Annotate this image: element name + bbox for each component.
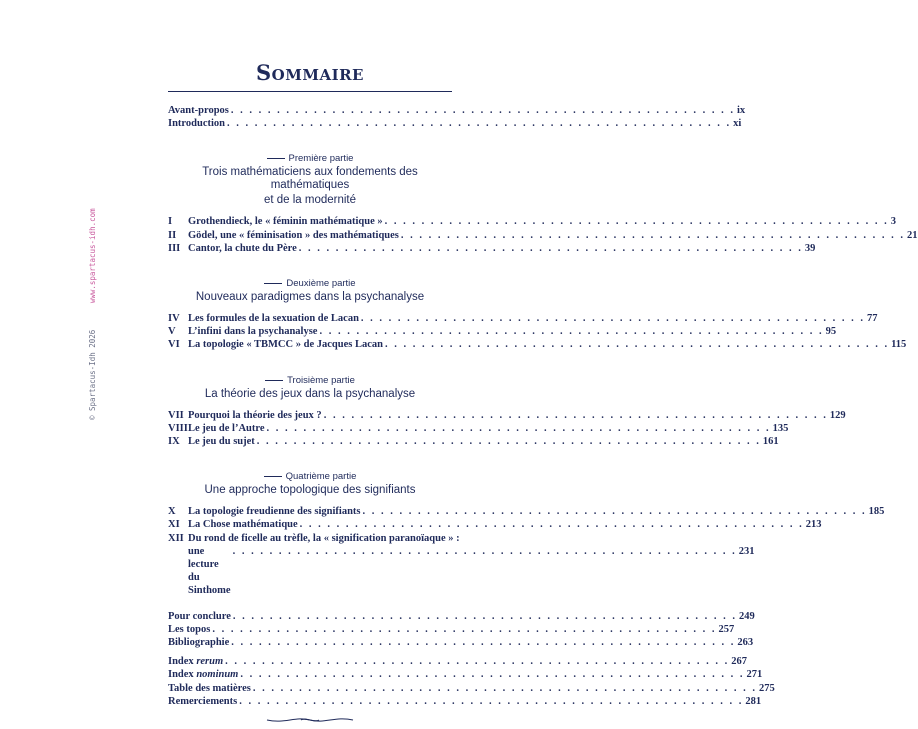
chapter-entry[interactable]: [168, 215, 897, 228]
page-number: 231: [738, 545, 755, 557]
front-matter-entry[interactable]: [168, 104, 746, 117]
leader-dots: [319, 325, 823, 338]
page-number: 267: [731, 656, 748, 668]
part-label: [264, 278, 355, 289]
chapter-entry[interactable]: [168, 422, 789, 435]
table-of-contents: [168, 104, 918, 708]
page-number: 39: [804, 242, 816, 254]
leader-dots: [231, 636, 735, 649]
entry-label: [168, 636, 229, 649]
entry-label-text: Le jeu de l’Autre: [188, 422, 265, 434]
publisher-url: www.spartacus-idh.com: [88, 208, 97, 304]
page-number: 213: [805, 519, 822, 531]
back-matter-entry[interactable]: [168, 682, 775, 695]
entry-label-text: Table des matières: [168, 682, 251, 694]
entry-label-text: L’infini dans la psychanalyse: [188, 326, 318, 338]
leader-dots: [239, 695, 743, 708]
toc-page: [168, 60, 918, 729]
page-number: 135: [772, 422, 789, 434]
chapter-entry[interactable]: [168, 409, 846, 422]
page-number: 161: [762, 436, 779, 448]
leader-dots: [300, 518, 804, 531]
chapter-number: V: [168, 326, 176, 338]
chapter-number: X: [168, 506, 176, 518]
chapter-number: VI: [168, 339, 180, 351]
entry-label: [168, 610, 231, 623]
entry-label: [188, 325, 317, 338]
entry-label: [168, 655, 223, 668]
leader-dots: [212, 623, 716, 636]
part-title: La théorie des jeux dans la psychanalyse: [204, 387, 416, 400]
leader-dots: [324, 409, 828, 422]
part-heading: [168, 368, 452, 401]
leader-dots: [267, 422, 771, 435]
chapter-entry[interactable]: [168, 338, 907, 351]
chapter-number: III: [168, 242, 181, 254]
entry-label-text: Pourquoi la théorie des jeux ?: [188, 409, 322, 421]
entry-label-text: Pour conclure: [168, 610, 231, 622]
chapter-entry[interactable]: [168, 435, 779, 448]
part-title: Une approche topologique des signifiants: [204, 484, 416, 497]
chapter-entry[interactable]: [168, 229, 918, 242]
back-matter-entry[interactable]: [168, 668, 763, 681]
entry-label: [188, 229, 399, 242]
entry-label-text: La topologie freudienne des signifiants: [188, 506, 361, 518]
entry-label-text: Les topos: [168, 623, 211, 635]
entry-label-text: Remerciements: [168, 695, 238, 707]
entry-label: [188, 409, 322, 422]
entry-label-text: Les formules de la sexuation de Lacan: [188, 313, 359, 325]
leader-dots: [361, 312, 865, 325]
entry-label-text: Le jeu du sujet: [188, 436, 255, 448]
page-number: 3: [890, 216, 897, 228]
page-number: 129: [829, 409, 846, 421]
leader-dots: [233, 610, 737, 623]
entry-label-text: Bibliographie: [168, 637, 230, 649]
chapter-number: IX: [168, 436, 180, 448]
page-number: 263: [737, 637, 754, 649]
dash-rule: [264, 476, 282, 477]
back-matter-entry[interactable]: [168, 695, 762, 708]
leader-dots: [257, 435, 761, 448]
entry-label-italic: nominum: [196, 669, 239, 681]
part-label-text: Troisième partie: [287, 374, 355, 386]
copyright-text: © Spartacus-Idh 2026: [88, 329, 97, 420]
chapter-entry[interactable]: [168, 532, 755, 598]
leader-dots: [299, 242, 803, 255]
leader-dots: [401, 229, 905, 242]
entry-label: [168, 117, 225, 130]
back-matter-entry[interactable]: [168, 655, 748, 668]
back-matter-entry[interactable]: [168, 623, 735, 636]
part-label: [264, 471, 357, 482]
chapter-number: IV: [168, 313, 180, 325]
entry-label: [188, 518, 298, 531]
page-number: 95: [825, 326, 837, 338]
chapter-entry[interactable]: [168, 242, 816, 255]
page-number: ix: [737, 105, 746, 116]
chapter-number: VIII: [168, 422, 188, 434]
swash-ornament-icon: [168, 710, 452, 729]
back-matter-entry[interactable]: [168, 610, 755, 623]
entry-label-text: Introduction: [168, 118, 225, 130]
chapter-number: XI: [168, 519, 180, 531]
chapter-number: II: [168, 229, 177, 241]
entry-label: [168, 623, 210, 636]
entry-label-text: Avant-propos: [168, 105, 229, 116]
part-title: Nouveaux paradigmes dans la psychanalyse: [195, 291, 425, 304]
entry-label-text: Index: [168, 669, 197, 681]
entry-label: [188, 312, 359, 325]
part-heading: [168, 146, 452, 207]
leader-dots: [385, 338, 889, 351]
part-label-text: Deuxième partie: [286, 278, 356, 290]
entry-label: [188, 435, 255, 448]
entry-label: [168, 668, 238, 681]
back-matter-entry[interactable]: [168, 636, 754, 649]
chapter-entry[interactable]: [168, 325, 837, 338]
title-rule: [168, 91, 452, 92]
page-number: 257: [718, 623, 735, 635]
leader-dots: [363, 505, 867, 518]
leader-dots: [253, 682, 757, 695]
entry-label: [188, 338, 383, 351]
entry-label-text: La topologie « TBMCC » de Jacques Lacan: [188, 339, 383, 351]
chapter-number: VII: [168, 409, 184, 421]
leader-dots: [233, 545, 737, 558]
entry-label: [188, 505, 361, 518]
part-label-text: Première partie: [288, 153, 354, 165]
chapter-number: XII: [168, 532, 184, 544]
chapter-entry[interactable]: [168, 312, 878, 325]
dash-rule: [265, 380, 283, 381]
entry-label: une lecture du Sinthome: [188, 545, 231, 597]
front-matter-entry[interactable]: [168, 117, 742, 130]
part-heading: [168, 271, 452, 304]
part-label-text: Quatrième partie: [285, 471, 357, 483]
entry-label-text: Index: [168, 656, 197, 668]
leader-dots: [231, 104, 735, 117]
entry-label-text: Grothendieck, le « féminin mathématique »: [188, 216, 383, 228]
page-number: 271: [746, 669, 763, 681]
entry-label: [188, 242, 297, 255]
entry-label: [168, 104, 229, 117]
page-number: xi: [733, 118, 742, 130]
chapter-number: I: [168, 216, 173, 228]
entry-label-text: Cantor, la chute du Père: [188, 242, 297, 254]
leader-dots: [385, 215, 889, 228]
chapter-entry[interactable]: [168, 518, 822, 531]
leader-dots: [240, 668, 744, 681]
chapter-entry[interactable]: [168, 505, 885, 518]
entry-label: [168, 682, 251, 695]
part-title: et de la modernité: [263, 194, 357, 207]
page-number: 115: [891, 339, 907, 351]
entry-label: Du rond de ficelle au trèfle, la « signification paranoïaque » :: [188, 532, 460, 544]
page-title: Sommaire: [256, 60, 364, 85]
part-heading: [168, 464, 452, 497]
part-label: [265, 375, 355, 386]
leader-dots: [225, 655, 729, 668]
part-title: Trois mathématiciens aux fondements des mathématiques: [202, 166, 418, 192]
entry-label: [188, 422, 265, 435]
page-number: 275: [758, 682, 775, 694]
entry-label: [168, 695, 237, 708]
page-number: 249: [739, 610, 755, 622]
part-label: [267, 153, 354, 164]
page-number: 185: [868, 506, 885, 518]
side-watermark: [88, 208, 97, 420]
entry-label-text: Gödel, une « féminisation » des mathématiques: [188, 229, 399, 241]
page-number: 281: [745, 695, 762, 707]
page-number: 77: [867, 313, 878, 325]
dash-rule: [264, 283, 282, 284]
entry-label: [188, 215, 383, 228]
dash-rule: [267, 158, 285, 159]
entry-label-text: La Chose mathématique: [188, 519, 298, 531]
page-number: 21: [907, 229, 918, 241]
leader-dots: [227, 117, 731, 130]
entry-label-italic: rerum: [196, 656, 224, 668]
